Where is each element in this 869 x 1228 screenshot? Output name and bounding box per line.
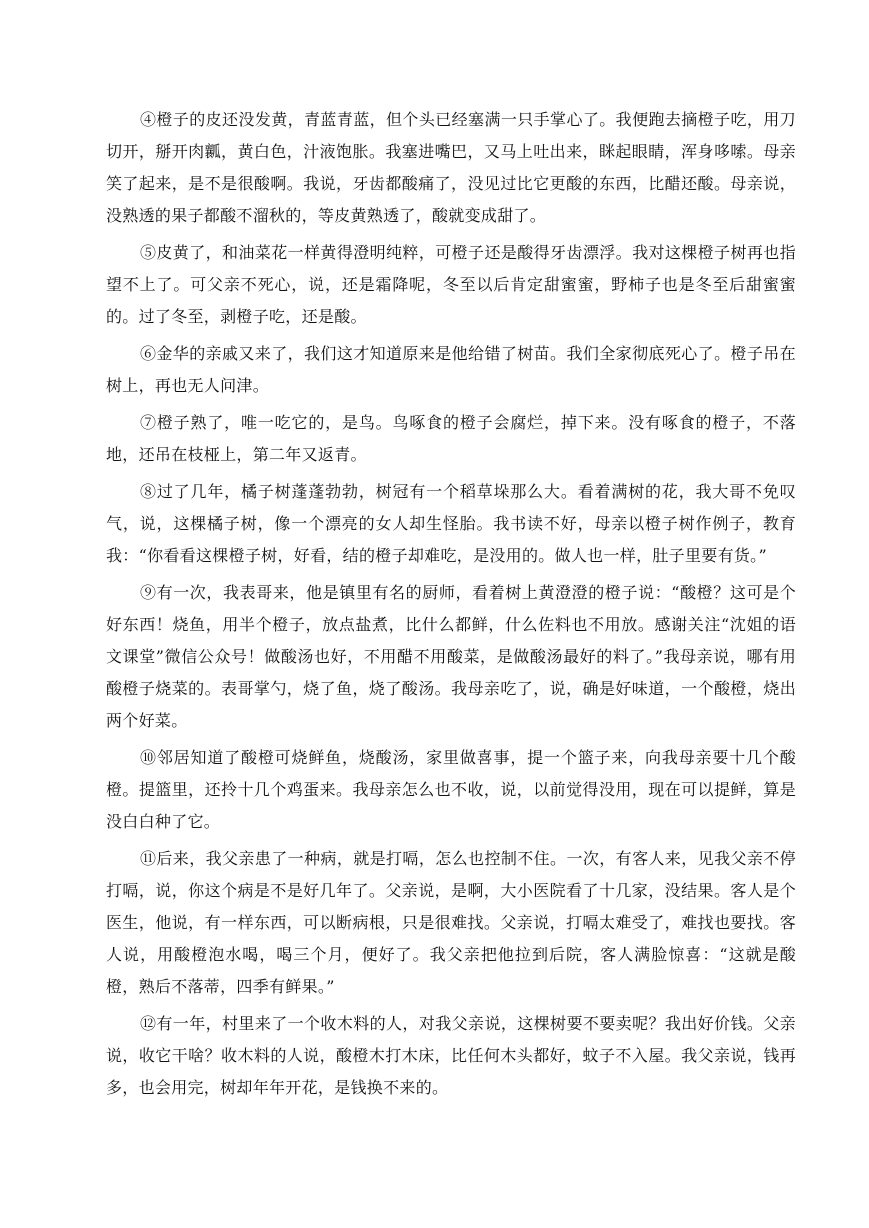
paragraph-8: ⑧过了几年，橘子树蓬蓬勃勃，树冠有一个稻草垛那么大。看着满树的花，我大哥不免叹气，说，这棵橘子树，像一个漂亮的女人却生怪胎。我书读不好，母亲以橙子树作例子，教育我：“你看看这棵橙子树，好看，结的橙子却难吃，是没用的。做人也一样，肚子里要有货。” xyxy=(106,482,796,565)
paragraph-11: ⑪后来，我父亲患了一种病，就是打嗝，怎么也控制不住。一次，有客人来，见我父亲不停打嗝，说，你这个病是不是好几年了。父亲说，是啊，大小医院看了十几家，没结果。客人是个医生，他说，有一样东西，可以断病根，只是很难找。父亲说，打嗝太难受了，难找也要找。客人说，用酸橙泡水喝，喝三个月，便好了。我父亲把他拉到后院，客人满脸惊喜：“这就是酸橙，熟后不落蒂，四季有鲜果。” xyxy=(106,849,796,996)
paragraph-12: ⑫有一年，村里来了一个收木料的人，对我父亲说，这棵树要不要卖呢？我出好价钱。父亲说，收它干啥？收木料的人说，酸橙木打木床，比任何木头都好，蚊子不入屋。我父亲说，钱再多，也会用完，树却年年开花，是钱换不来的。 xyxy=(106,1014,796,1097)
article-body xyxy=(106,104,796,1109)
paragraph-9: ⑨有一次，我表哥来，他是镇里有名的厨师，看着树上黄澄澄的橙子说：“酸橙？这可是个好东西！烧鱼，用半个橙子，放点盐煮，比什么都鲜，什么佐料也不用放。感谢关注“沈姐的语文课堂”微信公众号！做酸汤也好，不用醋不用酸菜，是做酸汤最好的料了。”我母亲说，哪有用酸橙子烧菜的。表哥掌勺，烧了鱼，烧了酸汤。我母亲吃了，说，确是好味道，一个酸橙，烧出两个好菜。 xyxy=(106,583,796,730)
paragraph-4: ④橙子的皮还没发黄，青蓝青蓝，但个头已经塞满一只手掌心了。我便跑去摘橙子吃，用刀切开，掰开肉瓤，黄白色，汁液饱胀。我塞进嘴巴，又马上吐出来，眯起眼睛，浑身哆嗦。母亲笑了起来，是不是很酸啊。我说，牙齿都酸痛了，没见过比它更酸的东西，比醋还酸。母亲说，没熟透的果子都酸不溜秋的，等皮黄熟透了，酸就变成甜了。 xyxy=(106,110,796,225)
paragraph-10: ⑩邻居知道了酸橙可烧鲜鱼，烧酸汤，家里做喜事，提一个篮子来，向我母亲要十几个酸橙。提篮里，还拎十几个鸡蛋来。我母亲怎么也不收，说，以前觉得没用，现在可以提鲜，算是没白白种了它。 xyxy=(106,748,796,831)
paragraph-7: ⑦橙子熟了，唯一吃它的，是鸟。鸟啄食的橙子会腐烂，掉下来。没有啄食的橙子，不落地，还吊在枝桠上，第二年又返青。 xyxy=(106,413,796,464)
paragraph-5: ⑤皮黄了，和油菜花一样黄得澄明纯粹，可橙子还是酸得牙齿漂浮。我对这棵橙子树再也指望不上了。可父亲不死心，说，还是霜降呢，冬至以后肯定甜蜜蜜，野柿子也是冬至后甜蜜蜜的。过了冬至，剥橙子吃，还是酸。 xyxy=(106,243,796,326)
paragraph-6: ⑥金华的亲戚又来了，我们这才知道原来是他给错了树苗。我们全家彻底死心了。橙子吊在树上，再也无人问津。 xyxy=(106,344,796,395)
